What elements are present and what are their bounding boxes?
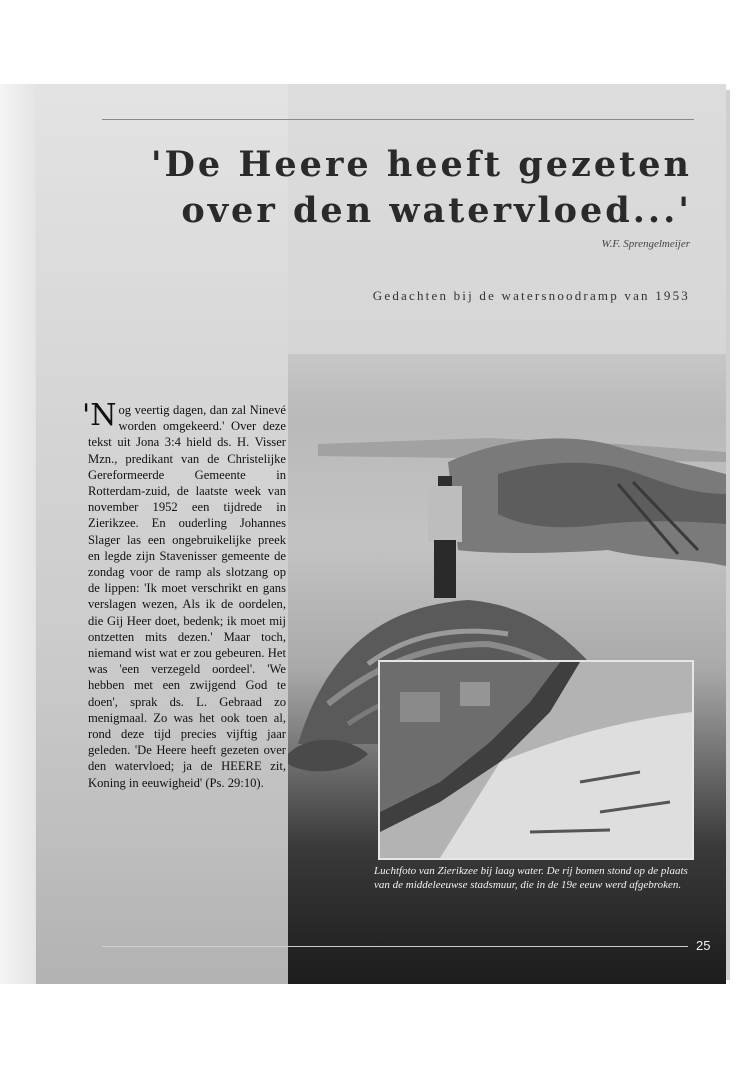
body-paragraph: og veertig dagen, dan zal Ninevé worden omgekeerd.' Over deze tekst uit Jona 3:4 hield ds. H. Visser Mzn., predikant van de Christelijke Gereformeerde Gemeente in Rotterdam-zuid, de laatste week van november 1952 een tijdrede in Zierikzee. En ouderling Johannes Slager las een ongebruikelijke preek en legde zijn Stavenisser gemeente de zondag voor de ramp als slotzang op de lippen: 'Ik moet verschrikt en gans verslagen wezen, Als ik de oordelen, die Gij Heer doet, bedenk; ik moet mij ontzetten mits dezen.' Maar toch, niemand wist wat er zou gebeuren. Het was 'een verzegeld oordeel'. 'We hebben met een zwijgend God te doen', sprak ds. L. Gebraad zo menigmaal. Zo was het ook toen al, rond deze tijd precies vijftig jaar geleden. 'De Heere heeft gezeten over den watervloed; ja de HEERE zit, Koning in eeuwigheid' (Ps. 29:10). [88, 403, 286, 790]
top-rule [102, 119, 694, 120]
page-number: 25 [696, 938, 711, 953]
aerial-photo-image [380, 662, 692, 858]
drop-cap: 'N [82, 398, 117, 433]
bottom-rule [102, 946, 688, 947]
article-title [132, 142, 692, 234]
article-body [82, 398, 286, 791]
magazine-page [36, 84, 726, 984]
aerial-photo [378, 660, 694, 860]
page-edge [0, 84, 36, 984]
photo-caption: Luchtfoto van Zierikzee bij laag water. De rij bomen stond op de plaats van de middeleeuwse stadsmuur, die in de 19e eeuw werd afgebroken. [374, 865, 688, 891]
author-byline: W.F. Sprengelmeijer [601, 238, 690, 250]
title-line-1: 'De Heere heeft gezeten [150, 144, 692, 185]
page-edge-right [726, 90, 730, 980]
title-line-2: over den watervloed...' [181, 190, 692, 231]
article-subtitle: Gedachten bij de watersnoodramp van 1953 [372, 288, 690, 303]
